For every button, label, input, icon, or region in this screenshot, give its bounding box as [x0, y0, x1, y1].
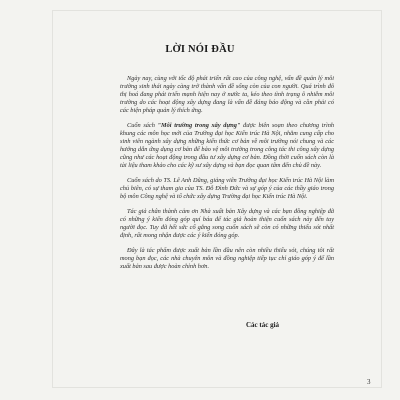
page-title: LỜI NÓI ĐẦU — [165, 44, 235, 55]
paragraph-1-text: Ngày nay, cùng với tốc độ phát triển rất cao của công nghệ, vấn đề quản lý môi trường sinh thái ngày càng trở thành vấn đề sống còn của con người. Quá trình đô thị hoá đang phát triển mạnh hiện nay ở nước ta, kéo theo tình trạng ô nhiễm môi trường do các hoạt động xây dựng đang là vấn đề đáng báo động và cần phải có các biện pháp quản lý thích ứng. — [120, 75, 334, 115]
paragraph-3 — [120, 177, 334, 201]
paragraph-4 — [120, 208, 334, 240]
paragraph-2-text-end: được biên soạn theo chương trình khung các môn học mới của Trường đại học Kiến trúc Hà Nội, nhằm cung cấp cho sinh viên ngành xây dựng những kiến thức cơ bản về môi trường nói chung và các hướng dẫn ứng dụng cơ bản để bảo vệ môi trường trong công tác thi công xây dựng cũng như các hoạt động trong đầu tư xây dựng cơ bản. Đồng thời cuốn sách còn là tài liệu tham khảo cho các kỹ sư xây dựng và bạn đọc quan tâm đến chủ đề này. — [120, 121, 334, 170]
paragraph-4-text: Tác giả chân thành cảm ơn Nhà xuất bản Xây dựng và các bạn đồng nghiệp đã có những ý kiến đóng góp quí báu để tác giả hoàn thiện cuốn sách này đến tay người đọc. Tuy đã hết sức cố gắng song cuốn sách sẽ còn có những thiếu sót nhất định, rất mong nhận được các ý kiến đóng góp. — [120, 207, 334, 240]
book-title-emphasis: "Môi trường trong xây dựng" — [157, 121, 241, 129]
preface-body — [120, 75, 334, 277]
paragraph-2 — [120, 122, 334, 171]
paragraph-5 — [120, 247, 334, 271]
page-number: 3 — [367, 378, 371, 386]
paragraph-5-text: Đây là tác phẩm được xuất bản lần đầu nên còn nhiều thiếu sót, chúng tôi rất mong bạn đọc, các nhà chuyên môn và đồng nghiệp tiếp tục chỉ giáo góp ý để lần xuất bản sau được hoàn chỉnh hơn. — [120, 246, 334, 270]
paragraph-1 — [120, 75, 334, 115]
paragraph-3-text: Cuốn sách do TS. Lê Anh Dũng, giảng viên Trường đại học Kiến trúc Hà Nội làm chủ biên, có sự tham gia của TS. Đỗ Đình Đức và sự góp ý của các thầy giáo trong bộ môn Công nghệ và tổ chức xây dựng Trường đại học Kiến trúc Hà Nội. — [120, 177, 334, 201]
paragraph-2-text-start: Cuốn sách — [127, 121, 158, 129]
author-signature: Các tác giả — [246, 321, 280, 329]
